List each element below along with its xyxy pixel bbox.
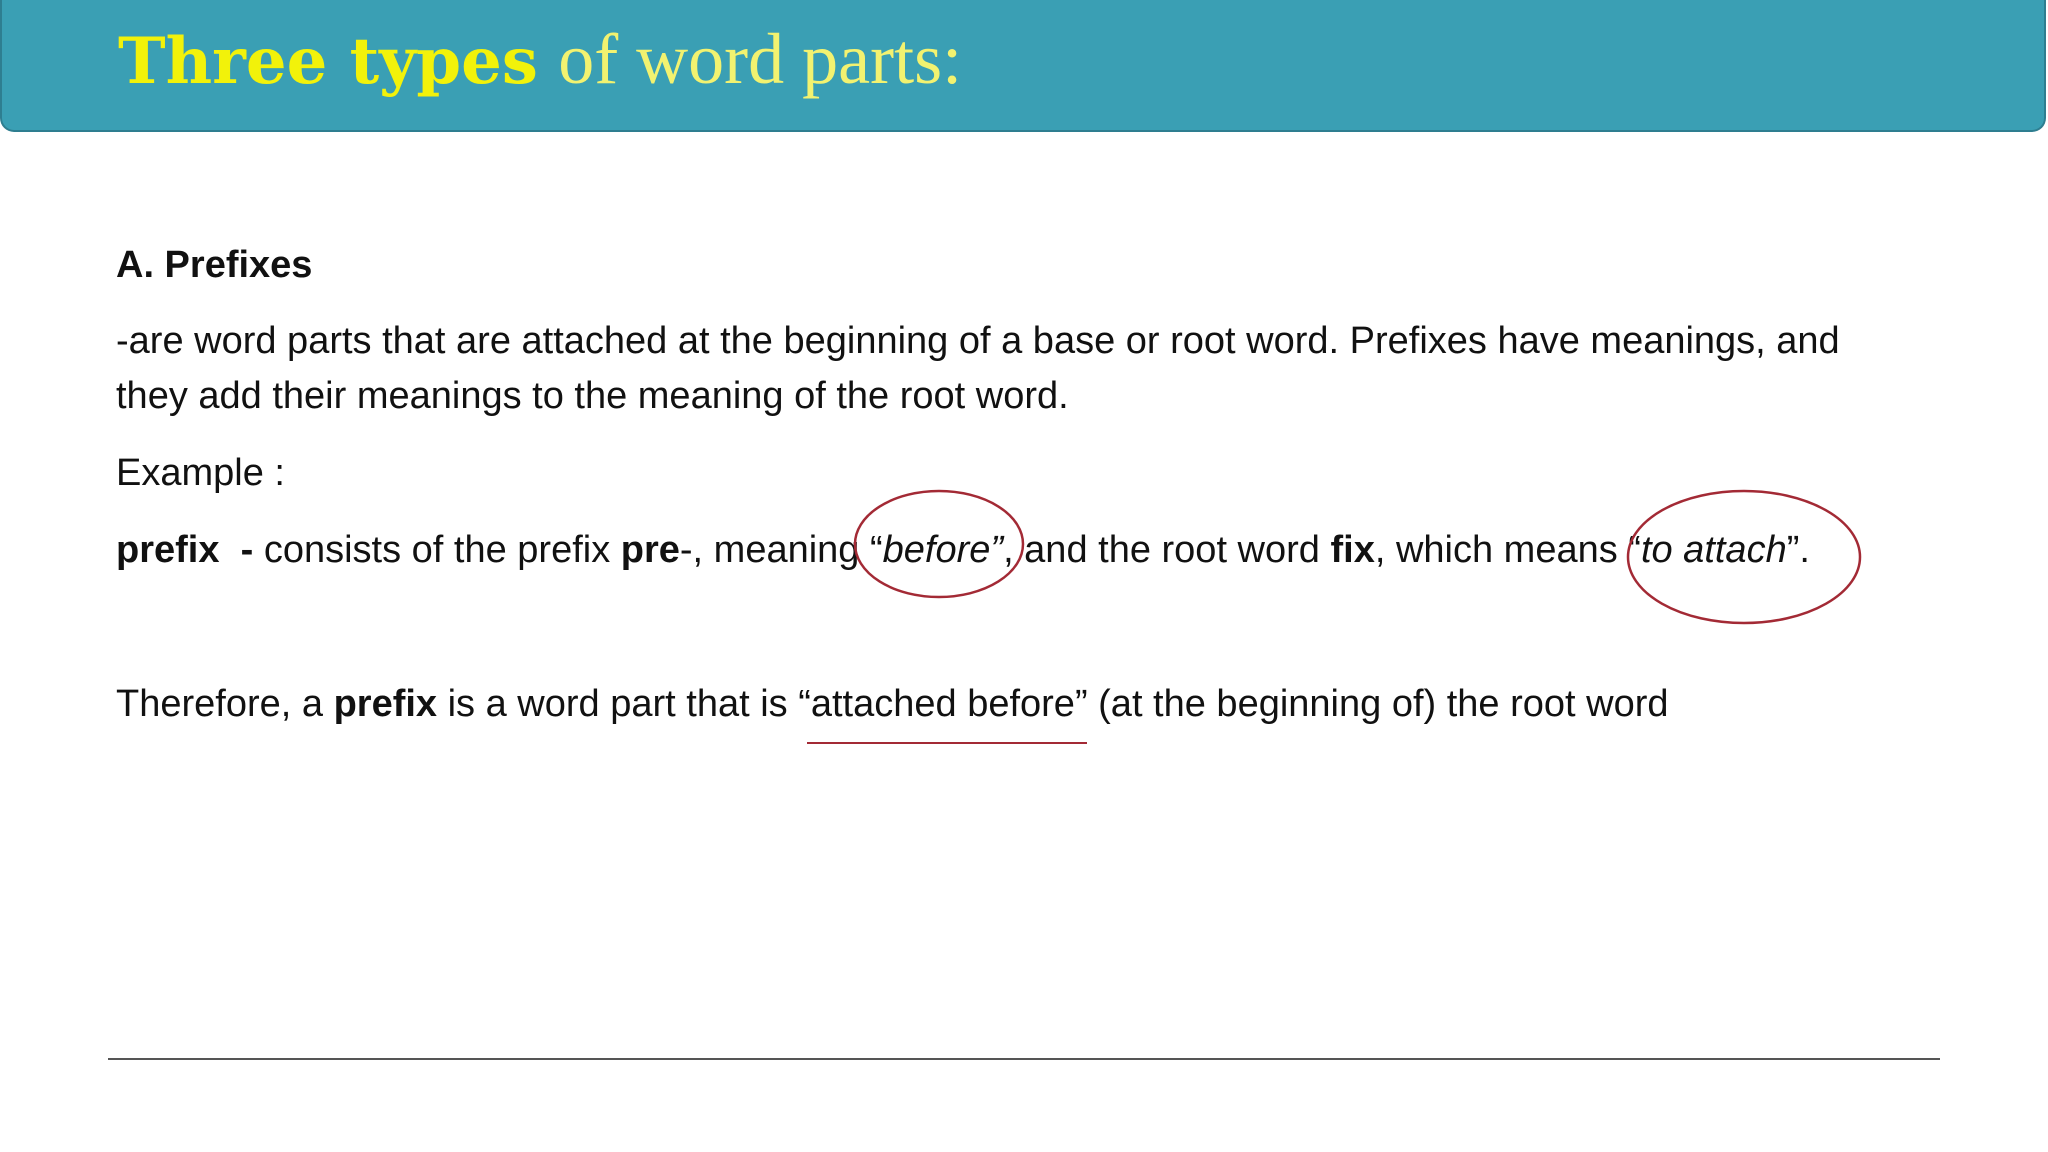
- title-banner: [0, 0, 2046, 132]
- conclusion-text-1: Therefore, a: [116, 683, 334, 725]
- section-heading: A. Prefixes: [116, 244, 313, 286]
- example-text-4: , which means “: [1374, 529, 1641, 571]
- footer-divider: [108, 1058, 1940, 1060]
- example-text-5: ”.: [1786, 529, 1810, 571]
- example-meaning-before: before”: [882, 529, 1004, 571]
- example-text-1: consists of the prefix: [253, 529, 621, 571]
- example-root: fix: [1330, 529, 1375, 571]
- example-text-2: -, meaning “: [679, 529, 883, 571]
- example-sentence: [116, 525, 1810, 575]
- conclusion-term: prefix: [333, 683, 438, 725]
- slide-title: [118, 14, 962, 107]
- example-prefix: pre: [620, 529, 680, 571]
- example-label: Example :: [116, 452, 285, 494]
- example-term: prefix: [116, 529, 220, 571]
- example-dash: -: [240, 529, 254, 571]
- title-rest: of word parts:: [558, 19, 963, 99]
- conclusion-sentence: [116, 679, 1669, 729]
- definition-text: -are word parts that are attached at the beginning of a base or root word. Prefixes have meanings, and they add their meanings to the meaning of the root word.: [116, 320, 1840, 417]
- example-text-3: , and the root word: [1003, 529, 1331, 571]
- example-meaning-attach: to attach: [1640, 529, 1787, 571]
- title-bold-part: Three types: [118, 24, 538, 99]
- conclusion-text-2: is a word part that is “attached before” (at the beginning of) the root word: [437, 683, 1669, 725]
